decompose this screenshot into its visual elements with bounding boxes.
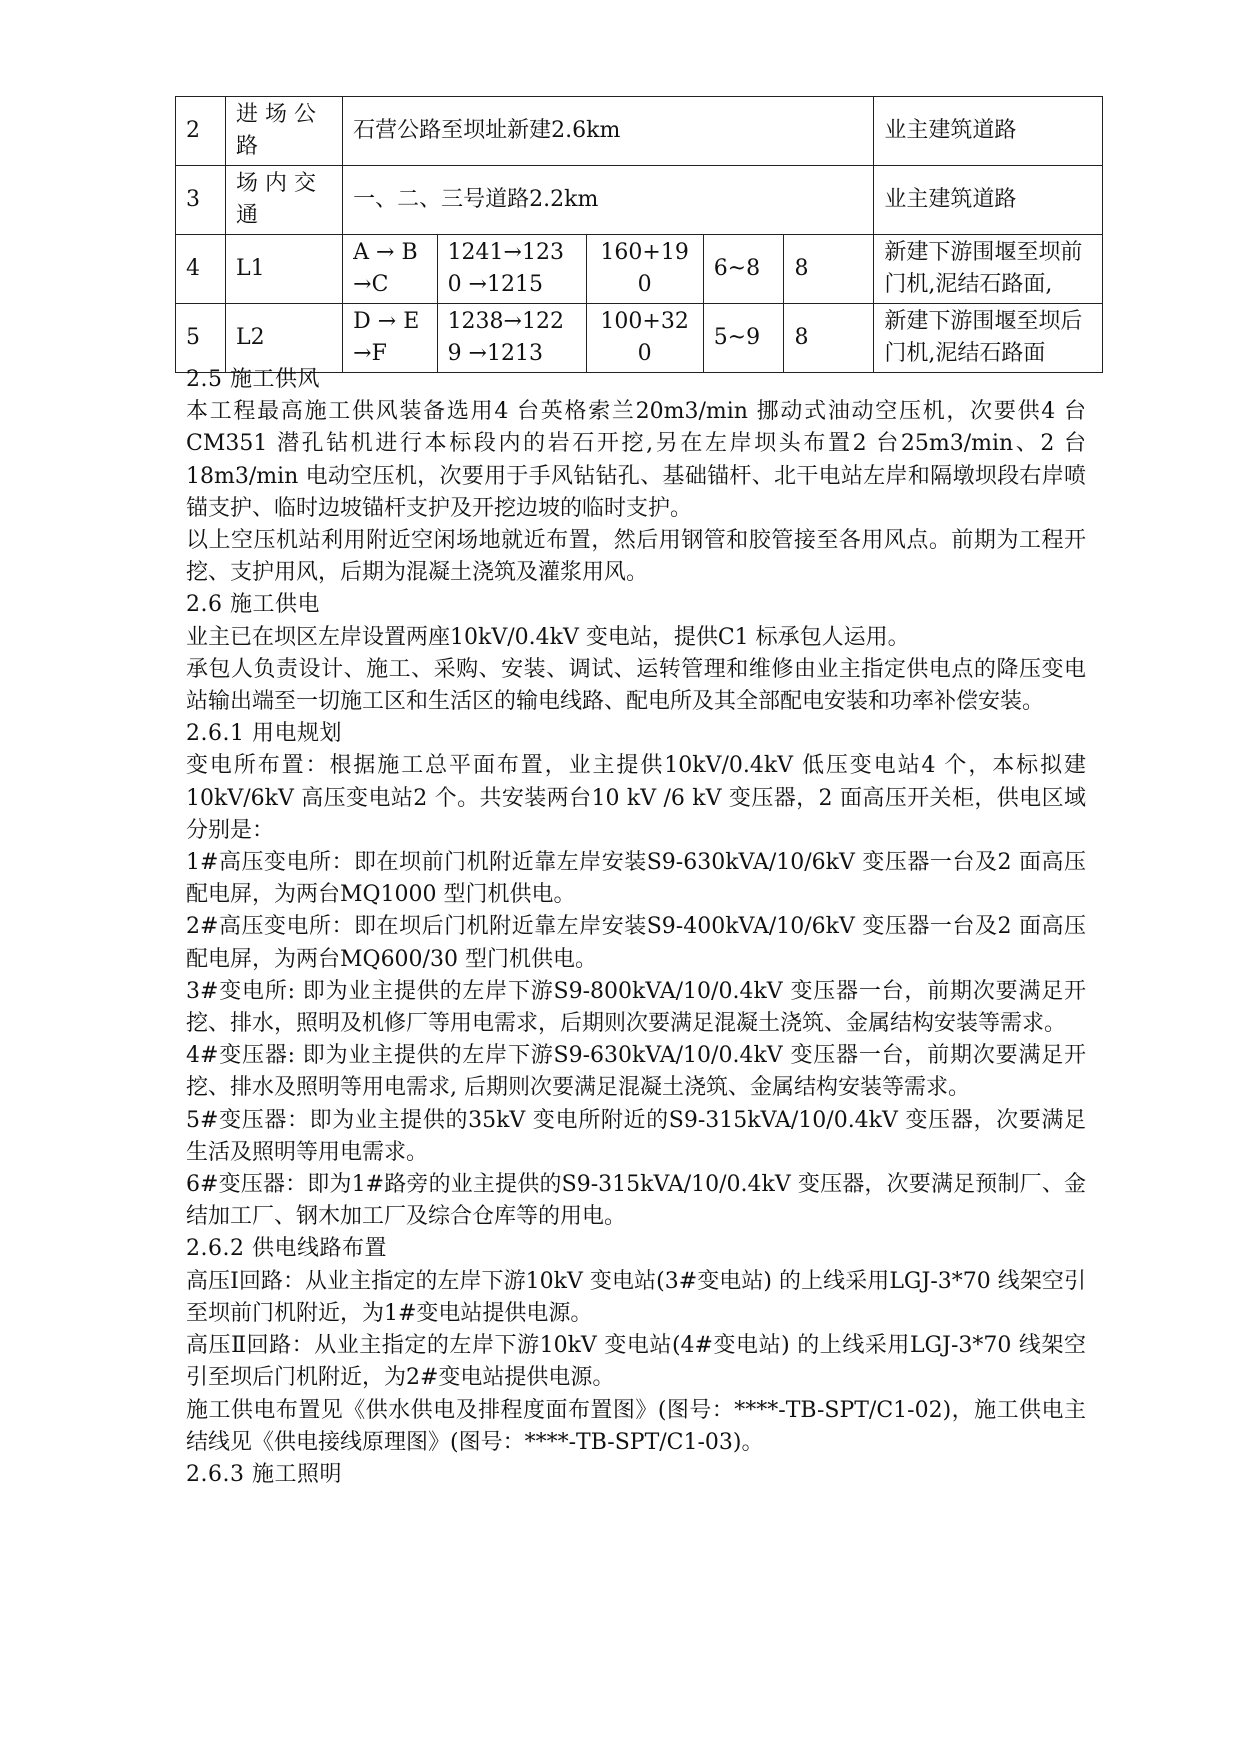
road-name: L1 [226, 235, 343, 304]
road-elevations: 1241→1230 →1215 [437, 235, 586, 304]
paragraph: 施工供电布置见《供水供电及排程度面布置图》(图号：****-TB-SPT/C1-02)，施工供电主结线见《供电接线原理图》(图号：****-TB-SPT/C1-03)。 [186, 1397, 1086, 1455]
paragraph: 本工程最高施工供风装备选用4 台英格索兰20m3/min 挪动式油动空压机，次要供4 台CM351 潜孔钻机进行本标段内的岩石开挖,另在左岸坝头布置2 台25m3/min、2 台18m3/min 电动空压机，次要用于手风钻钻孔、基础锚杆、北干电站左岸和隔墩坝段右岸喷锚支护、临时边坡锚杆支护及开挖边坡的临时支护。 [186, 399, 1086, 521]
road-length: 100+320 [586, 304, 703, 373]
paragraph: 6#变压器：即为1#路旁的业主提供的S9-315kVA/10/0.4kV 变压器，次要满足预制厂、金结加工厂、钢木加工厂及综合仓库等的用电。 [186, 1172, 1086, 1230]
paragraph: 1#高压变电所：即在坝前门机附近靠左岸安装S9-630kVA/10/6kV 变压器一台及2 面高压配电屏，为两台MQ1000 型门机供电。 [186, 850, 1086, 908]
road-note: 新建下游围堰至坝后门机,泥结石路面 [874, 304, 1103, 373]
paragraph: 3#变电所: 即为业主提供的左岸下游S9-800kVA/10/0.4kV 变压器一台，前期次要满足开挖、排水，照明及机修厂等用电需求，后期则次要满足混凝土浇筑、金属结构安装等需求。 [186, 978, 1086, 1037]
row-number: 4 [176, 235, 226, 304]
paragraph: 高压Ⅱ回路：从业主指定的左岸下游10kV 变电站(4#变电站) 的上线采用LGJ-3*70 线架空引至坝后门机附近，为2#变电站提供电源。 [186, 1333, 1086, 1391]
road-length: 160+190 [586, 235, 703, 304]
paragraph: 5#变压器：即为业主提供的35kV 变电所附近的S9-315kVA/10/0.4kV 变压器，次要满足生活及照明等用电需求。 [186, 1107, 1086, 1165]
table-row [176, 235, 1103, 304]
table-row [176, 97, 1103, 166]
document-body [186, 364, 1086, 1491]
road-table [175, 96, 1103, 373]
road-points: A → B →C [343, 235, 437, 304]
section-heading: 2.5 施工供风 [186, 367, 320, 392]
road-name: 场 内 交通 [226, 166, 343, 235]
row-number: 3 [176, 166, 226, 235]
road-description: 一、二、三号道路2.2km [343, 166, 874, 235]
row-number: 2 [176, 97, 226, 166]
table-row [176, 166, 1103, 235]
row-number: 5 [176, 304, 226, 373]
road-width: 8 [784, 304, 874, 373]
road-elevations: 1238→1229 →1213 [437, 304, 586, 373]
section-heading: 2.6 施工供电 [186, 592, 320, 618]
table-row [176, 304, 1103, 373]
road-name: L2 [226, 304, 343, 373]
road-grade: 5~9 [703, 304, 784, 373]
paragraph: 4#变压器: 即为业主提供的左岸下游S9-630kVA/10/0.4kV 变压器一台，前期次要满足开挖、排水及照明等用电需求, 后期则次要满足混凝土浇筑、金属结构安装等需求。 [186, 1043, 1086, 1101]
road-points: D → E →F [343, 304, 437, 373]
section-heading: 2.6.3 施工照明 [186, 1461, 342, 1487]
section-heading: 2.6.1 用电规划 [186, 721, 342, 747]
paragraph: 承包人负责设计、施工、采购、安装、调试、运转管理和维修由业主指定供电点的降压变电站输出端至一切施工区和生活区的输电线路、配电所及其全部配电安装和功率补偿安装。 [186, 656, 1086, 715]
road-grade: 6~8 [703, 235, 784, 304]
paragraph: 变电所布置：根据施工总平面布置，业主提供10kV/0.4kV 低压变电站4 个，本标拟建10kV/6kV 高压变电站2 个。共安装两台10 kV /6 kV 变压器，2 面高压开关柜，供电区域分别是： [186, 753, 1086, 843]
road-note: 新建下游围堰至坝前门机,泥结石路面, [874, 235, 1103, 304]
paragraph: 以上空压机站利用附近空闲场地就近布置，然后用钢管和胶管接至各用风点。前期为工程开挖、支护用风，后期为混凝土浇筑及灌浆用风。 [186, 528, 1086, 586]
road-width: 8 [784, 235, 874, 304]
paragraph: 业主已在坝区左岸设置两座10kV/0.4kV 变电站，提供C1 标承包人运用。 [186, 624, 910, 650]
paragraph: 2#高压变电所：即在坝后门机附近靠左岸安装S9-400kVA/10/6kV 变压器一台及2 面高压配电屏，为两台MQ600/30 型门机供电。 [186, 914, 1086, 972]
road-note: 业主建筑道路 [874, 97, 1103, 166]
road-name: 进 场 公路 [226, 97, 343, 166]
paragraph: 高压Ⅰ回路：从业主指定的左岸下游10kV 变电站(3#变电站) 的上线采用LGJ-3*70 线架空引至坝前门机附近，为1#变电站提供电源。 [186, 1268, 1086, 1326]
section-heading: 2.6.2 供电线路布置 [186, 1236, 387, 1262]
road-note: 业主建筑道路 [874, 166, 1103, 235]
road-description: 石营公路至坝址新建2.6km [343, 97, 874, 166]
